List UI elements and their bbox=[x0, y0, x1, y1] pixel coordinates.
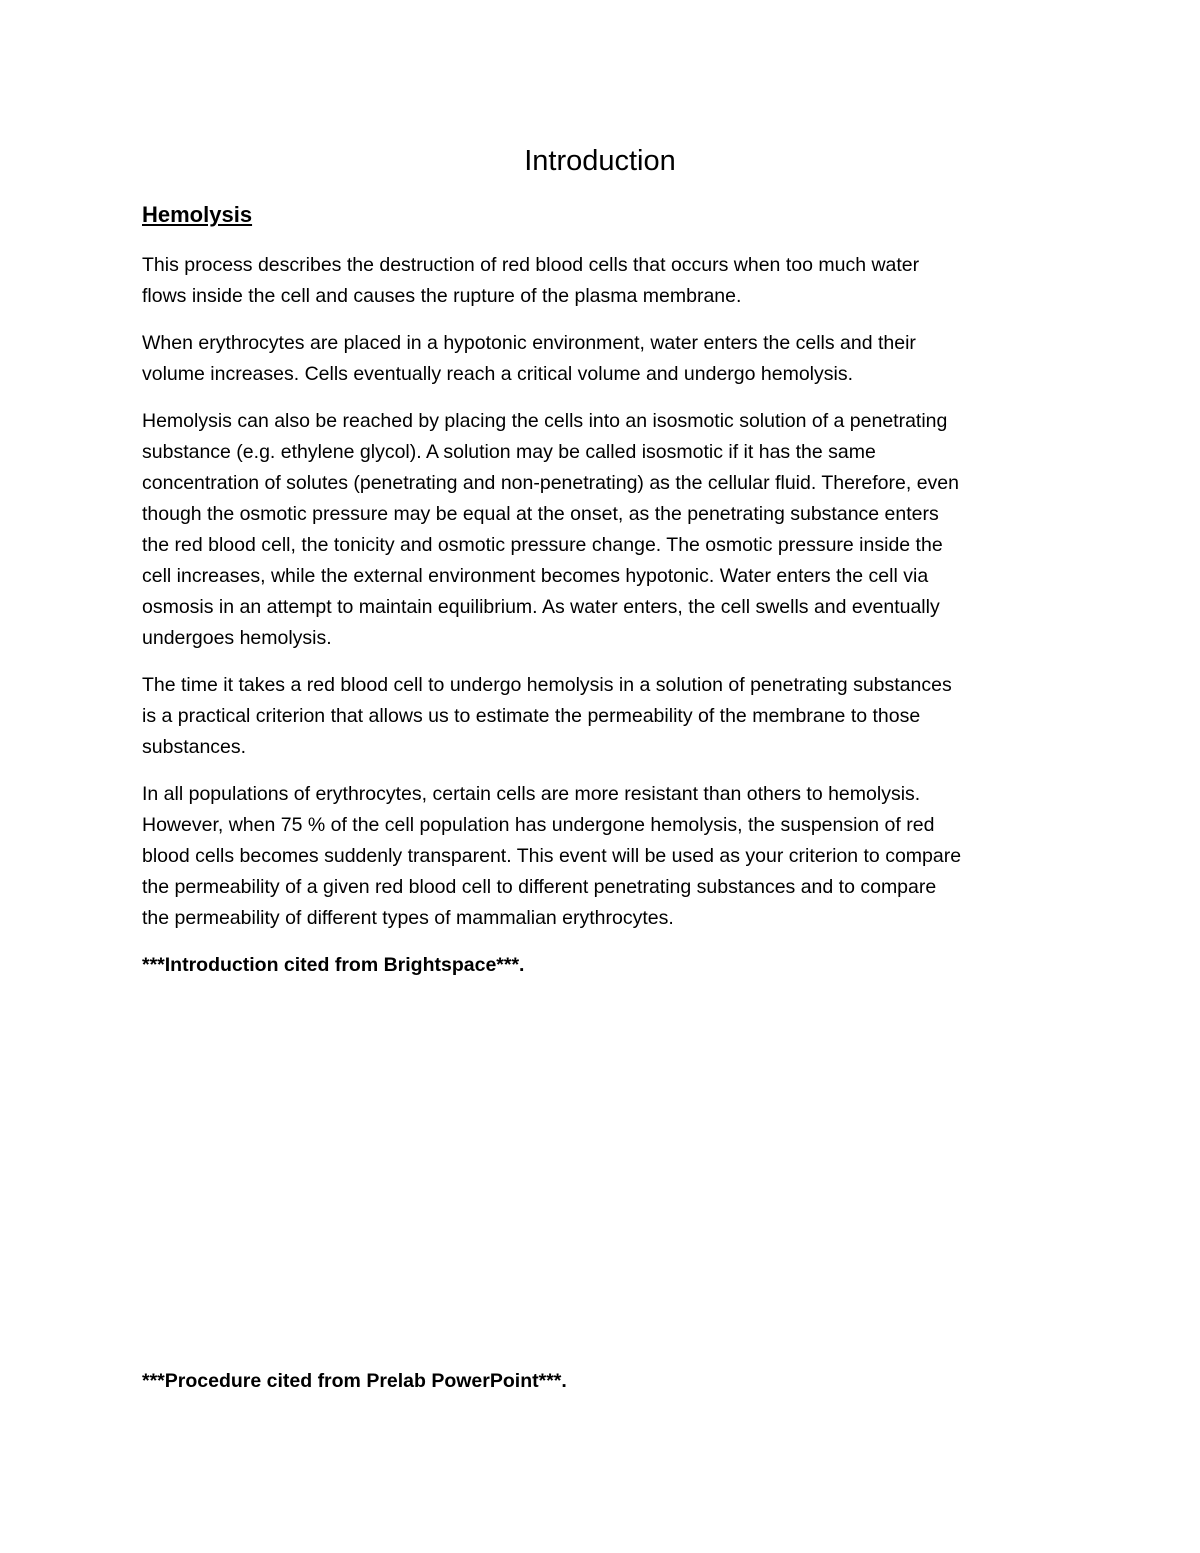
paragraph-line: In all populations of erythrocytes, certain cells are more resistant than others to hemolysis. bbox=[142, 783, 921, 805]
paragraph-line: cell increases, while the external environment becomes hypotonic. Water enters the cell via bbox=[142, 565, 929, 587]
paragraph-line: substance (e.g. ethylene glycol). A solution may be called isosmotic if it has the same bbox=[142, 441, 876, 463]
paragraph-line: concentration of solutes (penetrating and non-penetrating) as the cellular fluid. Therefore, even bbox=[142, 472, 959, 494]
paragraph-5 bbox=[142, 779, 1064, 934]
paragraph-line: undergoes hemolysis. bbox=[142, 627, 332, 649]
paragraph-4 bbox=[142, 670, 1064, 763]
paragraph-line: substances. bbox=[142, 736, 247, 758]
paragraph-line: The time it takes a red blood cell to undergo hemolysis in a solution of penetrating substances bbox=[142, 674, 952, 696]
paragraph-line: osmosis in an attempt to maintain equilibrium. As water enters, the cell swells and eventually bbox=[142, 596, 940, 618]
paragraph-line: blood cells becomes suddenly transparent. This event will be used as your criterion to compare bbox=[142, 845, 962, 867]
paragraph-line: This process describes the destruction of red blood cells that occurs when too much water bbox=[142, 254, 920, 276]
paragraph-line: When erythrocytes are placed in a hypotonic environment, water enters the cells and their bbox=[142, 332, 916, 354]
paragraph-line: the red blood cell, the tonicity and osmotic pressure change. The osmotic pressure inside the bbox=[142, 534, 943, 556]
paragraph-line: Hemolysis can also be reached by placing the cells into an isosmotic solution of a penetrating bbox=[142, 410, 948, 432]
paragraph-line: is a practical criterion that allows us to estimate the permeability of the membrane to those bbox=[142, 705, 921, 727]
section-heading-hemolysis: Hemolysis bbox=[142, 202, 253, 227]
paragraph-line: volume increases. Cells eventually reach a critical volume and undergo hemolysis. bbox=[142, 363, 854, 385]
paragraph-2 bbox=[142, 328, 1064, 390]
paragraph-line: flows inside the cell and causes the rupture of the plasma membrane. bbox=[142, 285, 742, 307]
paragraph-line: the permeability of different types of mammalian erythrocytes. bbox=[142, 907, 674, 929]
document-body bbox=[142, 250, 1064, 981]
paragraph-line: though the osmotic pressure may be equal at the onset, as the penetrating substance enters bbox=[142, 503, 939, 525]
paragraph-line: the permeability of a given red blood cell to different penetrating substances and to compare bbox=[142, 876, 937, 898]
introduction-citation: ***Introduction cited from Brightspace***. bbox=[142, 954, 525, 976]
paragraph-1 bbox=[142, 250, 1064, 312]
procedure-citation: ***Procedure cited from Prelab PowerPoint***. bbox=[142, 1370, 567, 1392]
page-title: Introduction bbox=[524, 145, 676, 177]
paragraph-line: However, when 75 % of the cell population has undergone hemolysis, the suspension of red bbox=[142, 814, 935, 836]
paragraph-3 bbox=[142, 406, 1064, 654]
